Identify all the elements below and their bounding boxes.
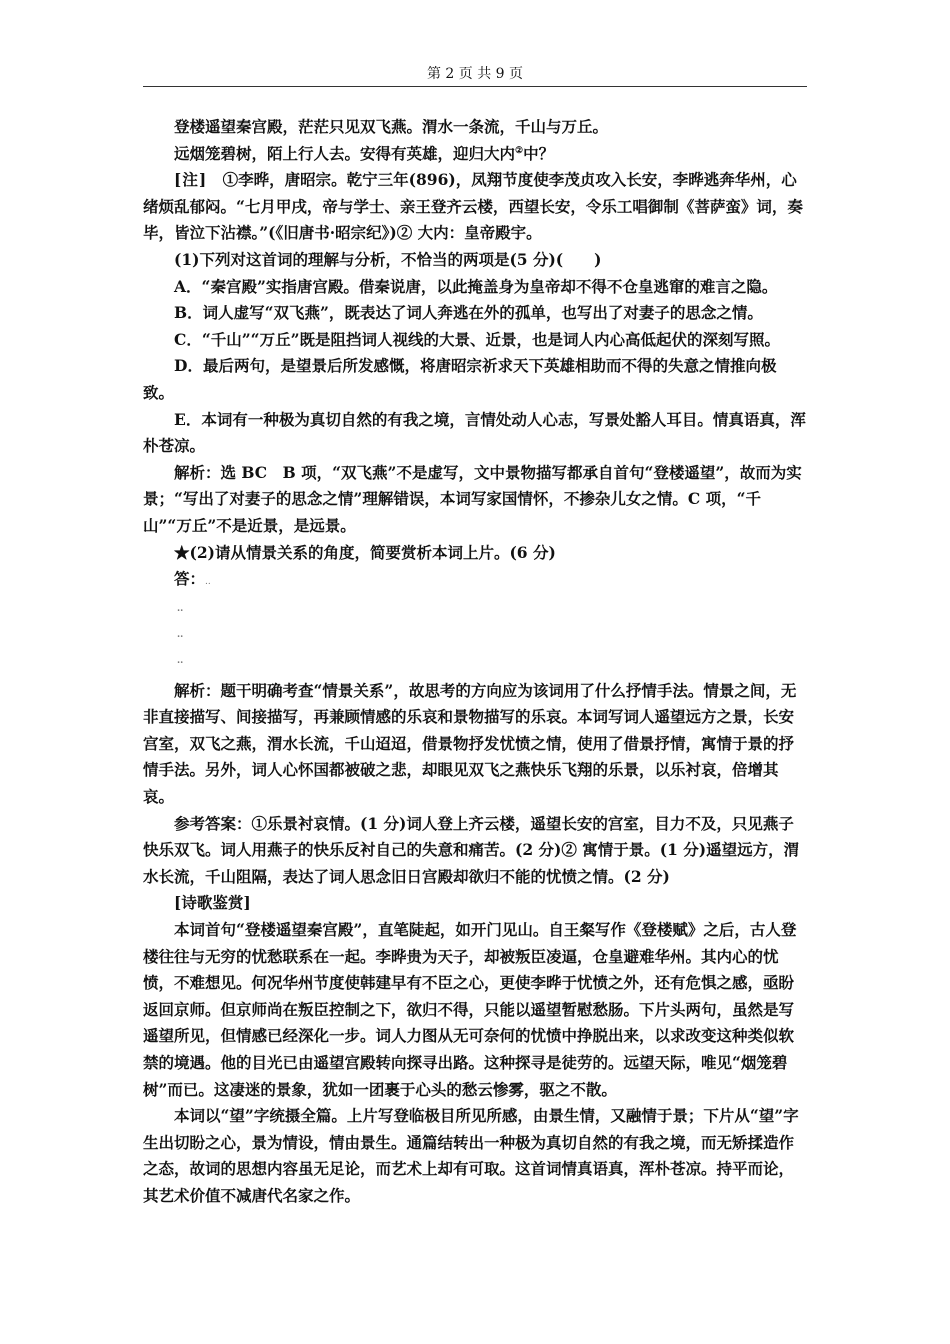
poem-line-2-text: 远烟笼碧树，陌上行人去。安得有英雄，迎归大内 bbox=[174, 143, 516, 163]
question-1-analysis: 解析：选 BC B 项，“双飞燕”不是虚写，文中景物描写都承自首句“登楼遥望”，故而为实景；“写出了对妻子的思念之情”理解错误，本词写家国情怀，不掺杂儿女之情。C 项，“千山”“万丘”不是近景，是远景。 bbox=[143, 462, 802, 535]
notes-label: [注] bbox=[174, 170, 208, 190]
answer-line: .. bbox=[177, 655, 184, 666]
poem-line-2-end: 中？ bbox=[523, 143, 555, 163]
answer-label: 答：.. bbox=[174, 569, 211, 589]
option-e: E．本词有一种极为真切自然的有我之境，言情处动人心志，写景处豁人耳目。情真语真，浑朴苍凉。 bbox=[143, 409, 806, 456]
answer-line: .. bbox=[177, 603, 184, 614]
poem-line-2 bbox=[143, 141, 807, 168]
notes-text: ①李晔，唐昭宗。乾宁三年(896)，凤翔节度使李茂贞攻入长安，李晔逃奔华州，心绪烦乱郁闷。“七月甲戌，帝与学士、亲王登齐云楼，西望长安，令乐工唱御制《菩萨蛮》词，奏毕，皆泣下沾襟。”(《旧唐书·昭宗纪》)② 大内：皇帝殿宇。 bbox=[143, 170, 803, 243]
question-2-analysis: 解析：题干明确考查“情景关系”，故思考的方向应为该词用了什么抒情手法。情景之间，无非直接描写、间接描写，再兼顾情感的乐哀和景物描写的乐哀。本词写词人遥望远方之景，长安宫室，双飞之燕，渭水长流，千山迢迢，借景物抒发忧愤之情，使用了借景抒情，寓情于景的抒情手法。另外，词人心怀国都被破之悲，却眼见双飞之燕快乐飞翔的乐景，以乐衬哀，倍增其哀。 bbox=[143, 680, 797, 807]
option-a: A．“秦宫殿”实指唐宫殿。借秦说唐，以此掩盖身为皇帝却不得不仓皇逃窜的难言之隐。 bbox=[174, 276, 778, 296]
appreciation-heading: [诗歌鉴赏] bbox=[174, 893, 251, 913]
notes bbox=[143, 167, 807, 247]
page-header bbox=[143, 62, 807, 87]
appreciation-paragraph-1: 本词首句“登楼遥望秦宫殿”，直笔陡起，如开门见山。自王粲写作《登楼赋》之后，古人登楼往往与无穷的忧愁联系在一起。李晔贵为天子，却被叛臣凌逼，仓皇避难华州。其内心的忧愤，不难想见。何况华州节度使韩建早有不臣之心，更使李晔于忧愤之外，还有危惧之感，亟盼返回京师。但京师尚在叛臣控制之下，欲归不得，只能以遥望暂慰愁肠。下片头两句，虽然是写遥望所见，但情感已经深化一步。词人力图从无可奈何的忧愤中挣脱出来，以求改变这种类似软禁的境遇。他的目光已由遥望宫殿转向探寻出路。这种探寻是徒劳的。远望天际，唯见“烟笼碧树”而已。这凄迷的景象，犹如一团裹于心头的愁云惨雾，驱之不散。 bbox=[143, 920, 797, 1099]
poem-line-1: 登楼遥望秦宫殿，茫茫只见双飞燕。渭水一条流，千山与万丘。 bbox=[174, 117, 609, 136]
answer-line: .. bbox=[177, 629, 184, 640]
reference-answer: 参考答案：①乐景衬哀情。(1 分)词人登上齐云楼，遥望长安的宫室，目力不及，只见燕子快乐双飞。词人用燕子的快乐反衬自己的失意和痛苦。(2 分)② 寓情于景。(1 分)遥望远方，渭水长流，千山阻隔，表达了词人思念旧日宫殿却欲归不能的忧愤之情。(2 分) bbox=[143, 813, 800, 886]
option-d: D．最后两句，是望景后所发感慨，将唐昭宗祈求天下英雄相助而不得的失意之情推向极致。 bbox=[143, 356, 777, 402]
option-c: C．“千山”“万丘”既是阻挡词人视线的大景、近景，也是词人内心高低起伏的深刻写照。 bbox=[174, 329, 781, 349]
document-body bbox=[143, 114, 807, 1210]
question-1-stem: (1)下列对这首词的理解与分析，不恰当的两项是(5 分)( ) bbox=[174, 249, 602, 269]
appreciation-paragraph-2: 本词以“望”字统摄全篇。上片写登临极目所见所感，由景生情，又融情于景；下片从“望”字生出切盼之心，景为情设，情由景生。通篇结转出一种极为真切自然的有我之境，而无矫揉造作之态，故词的思想内容虽无足论，而艺术上却有可取。这首词情真语真，浑朴苍凉。持平而论，其艺术价值不减唐代名家之作。 bbox=[143, 1106, 799, 1205]
page-number: 第 2 页 共 9 页 bbox=[426, 66, 524, 82]
question-2-stem: ★(2)请从情景关系的角度，简要赏析本词上片。(6 分) bbox=[174, 542, 556, 562]
footnote-marker: ② bbox=[515, 145, 524, 156]
option-b: B．词人虚写“双飞燕”，既表达了词人奔逃在外的孤单，也写出了对妻子的思念之情。 bbox=[174, 303, 763, 323]
answer-line-first: .. bbox=[205, 577, 211, 588]
